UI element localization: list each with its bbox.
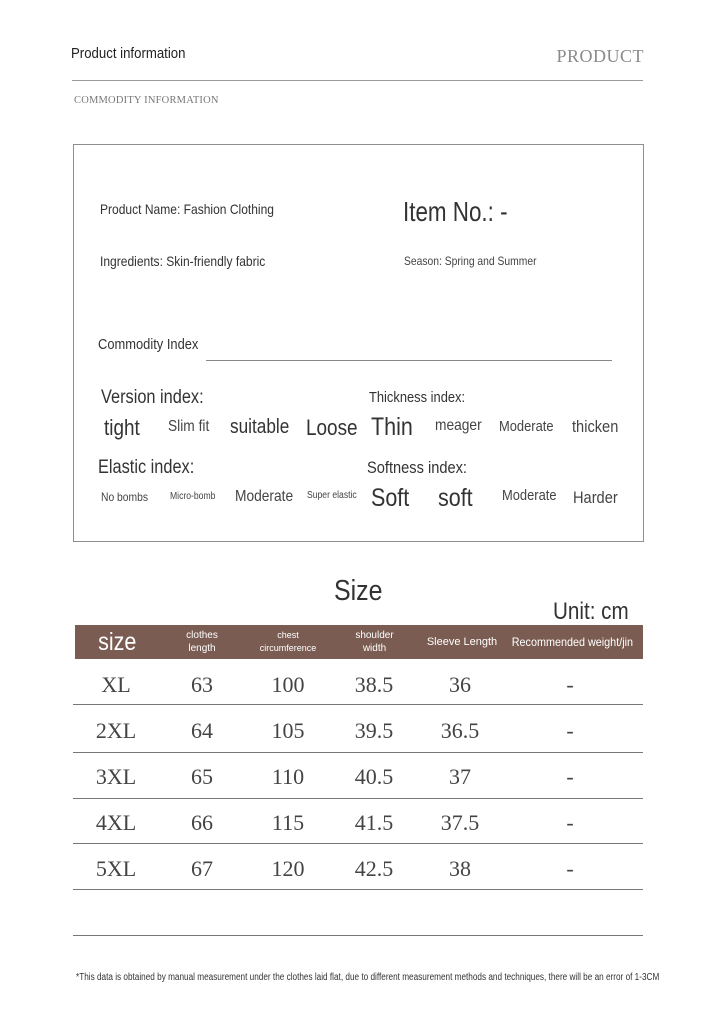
table-cell: 120 xyxy=(271,856,305,881)
version-option: Loose xyxy=(306,415,358,440)
softness-option: Moderate xyxy=(502,487,557,504)
size-title-text: Size xyxy=(334,575,383,607)
header-clothes-length xyxy=(160,625,244,659)
table-row xyxy=(73,708,643,754)
table-cell: 67 xyxy=(191,856,213,881)
table-cell: 42.5 xyxy=(354,856,394,881)
row-divider xyxy=(73,889,643,890)
row-divider xyxy=(73,798,643,799)
thickness-option: Moderate xyxy=(499,418,554,435)
version-option: tight xyxy=(104,415,140,440)
header-shoulder-text: shoulder width xyxy=(355,630,394,654)
header-chest-circumference xyxy=(244,625,332,659)
thickness-option: meager xyxy=(435,417,482,434)
section-label-right: PRODUCT xyxy=(556,46,644,66)
table-cell: 37.5 xyxy=(440,810,480,835)
table-cell: 38.5 xyxy=(354,672,394,697)
table-cell: 100 xyxy=(271,672,305,697)
row-divider xyxy=(73,704,643,705)
header-divider xyxy=(72,80,643,81)
size-unit: Unit: cm xyxy=(553,598,629,625)
header-chest-text: chest circumference xyxy=(259,630,317,653)
elastic-option: No bombs xyxy=(101,490,149,504)
header-size xyxy=(75,625,160,659)
table-cell: 66 xyxy=(191,810,213,835)
size-table-header xyxy=(75,625,643,659)
header-size-text: size xyxy=(98,627,137,656)
season: Season: Spring and Summer xyxy=(404,254,537,268)
header-shoulder-width xyxy=(332,625,417,659)
elastic-option: Super elastic xyxy=(307,490,357,501)
thickness-option: Thin xyxy=(371,413,413,441)
table-cell: XL xyxy=(101,672,131,697)
version-option: Slim fit xyxy=(168,418,210,435)
table-cell: 64 xyxy=(191,718,213,743)
header-clothes-length-text: clothes length xyxy=(186,630,218,654)
table-cell: - xyxy=(566,856,574,881)
header-sleeve-text: Sleeve Length xyxy=(426,635,498,648)
table-cell: 36 xyxy=(449,672,471,697)
table-cell: 4XL xyxy=(95,810,137,835)
table-cell: 39.5 xyxy=(354,718,394,743)
measurement-note: *This data is obtained by manual measurement under the clothes laid flat, due to different measurement methods and techniques, there will be an error of 1-3CM xyxy=(76,972,660,983)
table-cell: - xyxy=(566,718,574,743)
table-cell: 37 xyxy=(449,764,471,789)
product-name: Product Name: Fashion Clothing xyxy=(100,201,275,217)
ingredients: Ingredients: Skin-friendly fabric xyxy=(100,253,266,269)
table-row xyxy=(73,662,643,708)
version-option: suitable xyxy=(230,416,290,438)
table-cell: - xyxy=(566,810,574,835)
version-index-label: Version index: xyxy=(101,387,204,408)
table-cell: 3XL xyxy=(95,764,137,789)
softness-option: Harder xyxy=(573,488,618,507)
commodity-index-divider xyxy=(206,360,612,361)
row-divider xyxy=(73,843,643,844)
table-cell: - xyxy=(566,764,574,789)
table-cell: 115 xyxy=(271,810,305,835)
table-cell: - xyxy=(566,672,574,697)
elastic-index-label: Elastic index: xyxy=(98,457,195,478)
header-weight-text: Recommended weight/jin xyxy=(511,634,634,649)
table-bottom-rule xyxy=(73,935,643,936)
elastic-option: Moderate xyxy=(235,488,294,505)
thickness-option: thicken xyxy=(572,417,619,436)
section-title: Product information xyxy=(71,45,186,62)
table-cell: 38 xyxy=(449,856,471,881)
table-cell: 63 xyxy=(191,672,213,697)
commodity-index-label: Commodity Index xyxy=(98,336,199,353)
table-cell: 40.5 xyxy=(354,764,394,789)
table-cell: 2XL xyxy=(95,718,137,743)
softness-index-label: Softness index: xyxy=(367,458,467,477)
table-row xyxy=(73,846,643,892)
table-cell: 5XL xyxy=(95,856,137,881)
softness-option: Soft xyxy=(371,484,410,512)
elastic-option: Micro-bomb xyxy=(170,491,216,502)
section-subtitle: COMMODITY INFORMATION xyxy=(74,95,219,106)
table-cell: 105 xyxy=(271,718,305,743)
header-recommended-weight xyxy=(500,625,643,659)
thickness-index-label: Thickness index: xyxy=(369,389,466,406)
header-sleeve-length xyxy=(417,625,507,659)
table-cell: 65 xyxy=(191,764,213,789)
row-divider xyxy=(73,752,643,753)
table-cell: 110 xyxy=(271,764,305,789)
table-cell: 41.5 xyxy=(354,810,394,835)
table-cell: 36.5 xyxy=(440,718,480,743)
item-number: Item No.: - xyxy=(403,196,508,227)
table-row xyxy=(73,800,643,846)
softness-option: soft xyxy=(438,484,473,512)
table-row xyxy=(73,754,643,800)
